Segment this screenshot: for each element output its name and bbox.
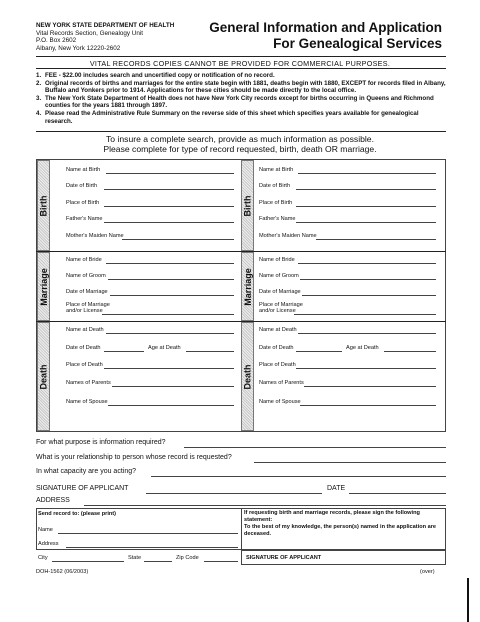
statement-text: To the best of my knowledge, the person(s) named in the application are deceased. [244,524,436,537]
death-age-field[interactable] [186,351,234,352]
send-name-label: Name [38,527,53,533]
divider [36,131,446,132]
marriage-section-label: Marriage [242,267,253,306]
groom-name-field[interactable] [108,279,234,280]
spouse-name-field[interactable] [108,405,234,406]
death-place-label: Place of Death [66,362,103,368]
death-age-field[interactable] [384,351,436,352]
birth-date-label: Date of Birth [259,183,291,189]
state-label: State [128,555,142,561]
mother-name-label: Mother's Maiden Name [259,233,317,239]
death-age-label: Age at Death [148,345,181,351]
birth-place-label: Place of Birth [259,200,293,206]
relationship-field[interactable] [254,462,446,463]
marriage-date-label: Date of Marriage [259,289,301,295]
rules-list [36,72,446,125]
death-section-label: Death [242,363,253,390]
address-field[interactable] [84,505,446,506]
mother-name-label: Mother's Maiden Name [66,233,124,239]
capacity-question: In what capacity are you acting? [36,468,137,475]
birth-place-field[interactable] [104,206,234,207]
mother-name-field[interactable] [122,239,234,240]
over-note: (over) [420,569,435,575]
parents-names-field[interactable] [304,386,436,387]
birth-date-label: Date of Birth [66,183,98,189]
bride-name-label: Name of Bride [259,257,295,263]
dept-line: Vital Records Section, Genealogy Unit [36,29,143,37]
state-field[interactable] [144,561,172,562]
birth-date-field[interactable] [104,189,234,190]
city-field[interactable] [52,561,124,562]
marriage-date-field[interactable] [110,295,234,296]
marriage-section-label: Marriage [38,267,49,306]
father-name-field[interactable] [296,222,436,223]
date-label: DATE [327,485,346,492]
birth-name-label: Name at Birth [66,167,101,173]
bride-name-label: Name of Bride [66,257,102,263]
death-place-field[interactable] [104,368,234,369]
death-date-field[interactable] [104,351,144,352]
zip-label: Zip Code [176,555,199,561]
birth-section-label: Birth [242,195,253,216]
death-date-label: Date of Death [66,345,101,351]
department-address [36,22,174,52]
death-name-label: Name at Death [66,327,104,333]
dept-line: Albany, New York 12220-2602 [36,44,121,52]
spouse-name-label: Name of Spouse [259,399,301,405]
address-label: ADDRESS [36,497,70,504]
instructions: To insure a complete search, provide as much information as possible. Please complete for type of record requested, birth, death OR marriage. [103,134,377,154]
rule-item: 4. Please read the Administrative Rule Summary on the reverse side of this sheet which specifies years available for genealogical research. [36,109,419,125]
title-line-1: General Information and Application [209,20,442,35]
bride-name-field[interactable] [106,263,234,264]
license-label: and/or License [66,308,103,314]
birth-name-label: Name at Birth [259,167,294,173]
commercial-notice: VITAL RECORDS COPIES CANNOT BE PROVIDED FOR COMMERCIAL PURPOSES. [89,59,391,68]
capacity-field[interactable] [151,476,446,477]
rule-item: 2. Original records of births and marriages for the entire state begin with 1881, deaths begin with 1880, EXCEPT for records filed in Albany, Buffalo and Yonkers prior to 1914. Applications for these cities should be made directly to the local office. [36,79,446,95]
divider [36,68,446,69]
dept-line: NEW YORK STATE DEPARTMENT OF HEALTH [36,22,175,29]
marriage-date-label: Date of Marriage [66,289,108,295]
father-name-label: Father's Name [259,216,296,222]
city-label: City [38,555,48,561]
groom-name-field[interactable] [300,279,436,280]
form-id: DOH-1562 (06/2003) [36,569,89,575]
dept-line: P.O. Box 2602 [36,37,77,45]
send-address-field[interactable] [66,547,238,548]
signature-label: SIGNATURE OF APPLICANT [36,485,129,492]
form-title [209,20,442,52]
death-name-field[interactable] [106,333,234,334]
statement-intro: If requesting birth and marriage records, please sign the following statement: [244,510,420,523]
mother-name-field[interactable] [316,239,436,240]
spouse-name-label: Name of Spouse [66,399,108,405]
spouse-name-field[interactable] [300,405,436,406]
birth-date-field[interactable] [296,189,436,190]
parents-names-label: Names of Parents [66,380,111,386]
send-to-title: Send record to: (please print) [38,511,117,517]
marriage-date-field[interactable] [302,295,436,296]
send-address-label: Address [38,541,59,547]
father-name-label: Father's Name [66,216,103,222]
death-place-field[interactable] [296,368,436,369]
signature-field[interactable] [146,493,322,494]
marriage-place-field[interactable] [102,314,234,315]
birth-place-field[interactable] [296,206,436,207]
death-name-label: Name at Death [259,327,297,333]
birth-name-field[interactable] [106,173,234,174]
death-age-label: Age at Death [346,345,379,351]
death-place-label: Place of Death [259,362,296,368]
birth-name-field[interactable] [298,173,436,174]
marriage-place-field[interactable] [294,314,436,315]
birth-section-label: Birth [38,195,49,216]
death-name-field[interactable] [298,333,436,334]
bride-name-field[interactable] [298,263,436,264]
title-line-2: For Genealogical Services [273,36,442,51]
parents-names-field[interactable] [112,386,234,387]
marriage-place-label: Place of Marriage [66,302,110,308]
purpose-field[interactable] [184,447,446,448]
license-label: and/or License [259,308,296,314]
send-name-field[interactable] [58,533,238,534]
groom-name-label: Name of Groom [66,273,106,279]
statement-signature-label: SIGNATURE OF APPLICANT [246,555,322,561]
box-divider [241,508,242,550]
divider [36,56,446,57]
father-name-field[interactable] [104,222,234,223]
date-field[interactable] [349,493,446,494]
birth-place-label: Place of Birth [66,200,100,206]
purpose-question: For what purpose is information required? [36,439,166,446]
rule-item: 3. The New York State Department of Health does not have New York City records except for births occurring in Queens and Richmond counties for the years 1881 through 1897. [36,94,434,110]
death-date-field[interactable] [296,351,342,352]
edge-mark [467,578,469,622]
relationship-question: What is your relationship to person whose record is requested? [36,454,232,461]
death-section-label: Death [38,363,49,390]
death-date-label: Date of Death [259,345,294,351]
marriage-place-label: Place of Marriage [259,302,303,308]
groom-name-label: Name of Groom [259,273,299,279]
parents-names-label: Names of Parents [259,380,304,386]
zip-field[interactable] [204,561,238,562]
rule-item: 1. FEE - $22.00 includes search and uncertified copy or notification of no record. [36,72,275,79]
